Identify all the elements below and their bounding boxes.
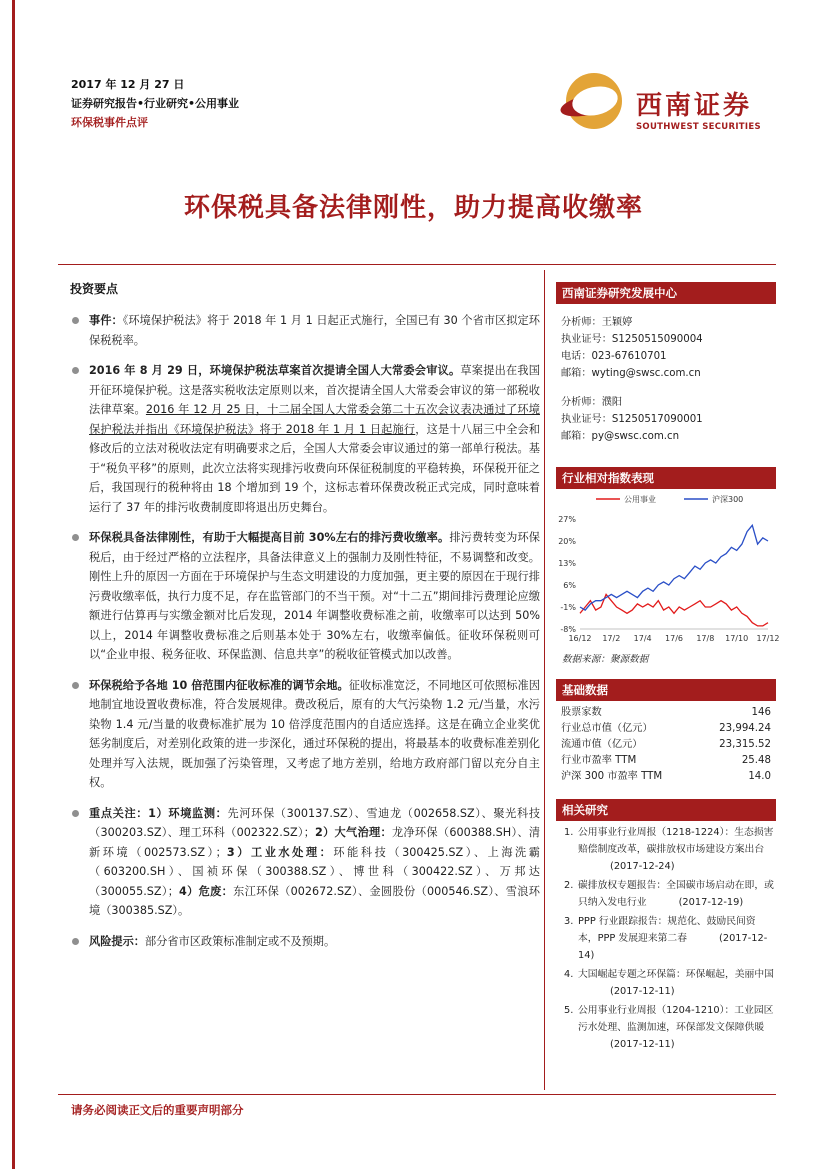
analyst-name: 分析师：濮阳 (561, 397, 623, 408)
y-tick-label: -8% (560, 625, 576, 634)
y-tick-label: 27% (558, 515, 576, 524)
related-report-link[interactable]: 1. 公用事业行业周报（1218-1224）：生态损害赔偿制度改革，碳排放权市场建设方案出台(2017-12-24) (564, 827, 774, 872)
series-line (580, 594, 768, 626)
y-tick-label: -1% (560, 603, 576, 612)
x-tick-label: 17/6 (665, 634, 683, 643)
x-tick-label: 17/12 (756, 634, 780, 643)
x-tick-label: 17/2 (602, 634, 621, 643)
logo-emblem-icon (566, 73, 622, 129)
point-collection-rate: 环保税具备法律刚性，有助于大幅提高目前 30%左右的排污费收缴率。排污费转变为环保税后，由于经过严格的立法程序，具备法律意义上的强制力及刚性特征，不易调整和改变。刚性上升的原因一方面在于环境保护与生态文明建设的力度加强，更主要的原因在于现行排污费收缴率低，执行力度不足，存在监管部门的不当干预。对“十二五”期间排污费理论应缴额进行估算再与实缴金额对比后发现，2014 年调整收费标准之前，收缴率可以达到 50%以上，2014 年调整收费标准之后则基本处于 30%左右，收缴率偏低。征收环保税则可以“企业申报、税务征收、环保监测、信息共享”的税收征管模式加以改善。 (70, 528, 540, 665)
logo-name-en: SOUTHWEST SECURITIES (636, 122, 761, 132)
x-tick-label: 17/10 (725, 634, 749, 643)
sidebar (556, 282, 780, 1055)
analyst-contacts (556, 314, 776, 445)
bullet-icon (72, 810, 79, 817)
analyst-email: 邮箱：py@swsc.com.cn (561, 431, 680, 442)
chart-svg (556, 489, 780, 649)
related-report-link[interactable]: 2. 碳排放权专题报告：全国碳市场启动在即，或只纳入发电行业 (2017-12-19) (564, 880, 774, 908)
y-tick-label: 20% (558, 537, 576, 546)
point-flexible-standard: 环保税给予各地 10 倍范围内征收标准的调节余地。征收标准宽泛，不同地区可依照标准因地制宜地设置收费标准，符合发展规律。费改税后，原有的大气污染物 1.2 元/当量，水污染物 1.4 元/当量的收费标准扩展为 10 倍浮度范围内的自适应选择。这是在确立企业奖优惩劣制度后，对差别化政策的进一步深化，通过环保税的提出，将最基本的收费标准差别化处理并写入法规，既加强了污染管理，又考虑了地方差别，给地方政府部门留以充分自主权。 (70, 676, 540, 793)
analyst-cert: 执业证号：S1250517090001 (561, 414, 703, 425)
analyst-email: 邮箱：wyting@swsc.com.cn (561, 368, 701, 379)
data-row: 沪深 300 市盈率 TTM 14.0 (561, 771, 771, 782)
footer-disclaimer[interactable]: 请务必阅读正文后的重要声明部分 (71, 1103, 244, 1117)
relative-index-chart (556, 489, 780, 649)
legend-label: 沪深300 (712, 495, 744, 504)
x-tick-label: 17/8 (696, 634, 715, 643)
y-tick-label: 13% (558, 559, 576, 568)
data-row: 流通市值（亿元） 23,315.52 (561, 739, 771, 750)
y-tick-label: 6% (563, 581, 576, 590)
bullet-icon (72, 367, 79, 374)
point-legislation: 2016 年 8 月 29 日，环境保护税法草案首次提请全国人大常委会审议。草案提出在我国开征环境保护税。这是落实税收法定原则以来，首次提请全国人大常委会审议的第一部税收法律草案。2016 年 12 月 25 日，十二届全国人大常委会第二十五次会议表决通过了环境保护税法并指出《环境保护税法》将于 2018 年 1 月 1 日起施行，这是十八届三中全会和修改后的立法对税收法定有明确要求之后，全国人大常委会审议通过的第一部单行税法。基于“税负平移”的原则，此次立法将实现排污收费向环保征税制度的平稳转换，环保税开征之后，我国现行的税种将由 18 个增加到 19 个，这标志着环保费改税正式完成，同时意味着运行了 37 年的排污收费制度即将退出历史舞台。 (70, 361, 540, 517)
footer-divider (58, 1094, 776, 1095)
report-subcategory: 环保税事件点评 (71, 116, 148, 129)
investment-highlights (70, 280, 540, 962)
research-center-title: 西南证券研究发展中心 (556, 282, 776, 304)
bullet-icon (72, 682, 79, 689)
section-title: 投资要点 (70, 282, 119, 296)
side-accent-rule (12, 0, 15, 1169)
basic-data-table (556, 705, 776, 785)
related-report-link[interactable]: 3. PPP 行业跟踪报告：规范化、鼓励民间资本，PPP 发展迎来第二春 (2017-12-14) (564, 916, 768, 961)
point-risk: 风险提示：部分省市区政策标准制定或不及预期。 (70, 932, 540, 952)
chart-section-title: 行业相对指数表现 (556, 467, 776, 489)
basic-data-title: 基础数据 (556, 679, 776, 701)
point-event: 事件：《环境保护税法》将于 2018 年 1 月 1 日起正式施行，全国已有 30 个省市区拟定环保税税率。 (70, 311, 540, 350)
x-tick-label: 17/4 (633, 634, 652, 643)
legend-label: 公用事业 (624, 495, 656, 504)
related-research-list (556, 821, 776, 1053)
point-focus-stocks: 重点关注：1）环境监测：先河环保（300137.SZ）、雪迪龙（002658.SZ）、聚光科技（300203.SZ）、理工环科（002322.SZ）；2）大气治理：龙净环保（600388.SH）、清新环境（002573.SZ）；3）工业水处理：环能科技（300425.SZ）、上海洗霸（603200.SH）、国祯环保（300388.SZ）、博世科（300422.SZ）、万邦达（300055.SZ）；4）危废：东江环保（002672.SZ）、金圆股份（000546.SZ）、雪浪环境（300385.SZ）。 (70, 804, 540, 921)
company-logo (566, 73, 776, 143)
related-report-link[interactable]: 4. 大国崛起专题之环保篇：环保崛起，美丽中国(2017-12-11) (564, 969, 774, 997)
bullet-icon (72, 938, 79, 945)
analyst-phone: 电话：023-67610701 (561, 351, 667, 362)
related-research-title: 相关研究 (556, 799, 776, 821)
title-divider (58, 264, 776, 265)
data-row: 行业总市值（亿元） 23,994.24 (561, 723, 771, 734)
x-tick-label: 16/12 (568, 634, 592, 643)
report-category: 证券研究报告•行业研究•公用事业 (71, 97, 240, 110)
analyst-cert: 执业证号：S1250515090004 (561, 334, 703, 345)
related-report-link[interactable]: 5. 公用事业行业周报（1204-1210）：工业园区污水处理、监测加速，环保部发文保障供暖(2017-12-11) (564, 1005, 774, 1050)
header-meta (71, 75, 239, 132)
logo-name-cn: 西南证券 (636, 91, 753, 121)
report-date: 2017 年 12 月 27 日 (71, 78, 185, 91)
bullet-icon (72, 534, 79, 541)
data-row: 股票家数 146 (561, 707, 771, 718)
analyst-name: 分析师：王颖婷 (561, 317, 633, 328)
data-row: 行业市盈率 TTM 25.48 (561, 755, 771, 766)
report-title: 环保税具备法律刚性，助力提高收缴率 (183, 193, 643, 223)
bullet-icon (72, 317, 79, 324)
chart-source: 数据来源：聚源数据 (562, 654, 649, 665)
column-divider (544, 270, 545, 1090)
